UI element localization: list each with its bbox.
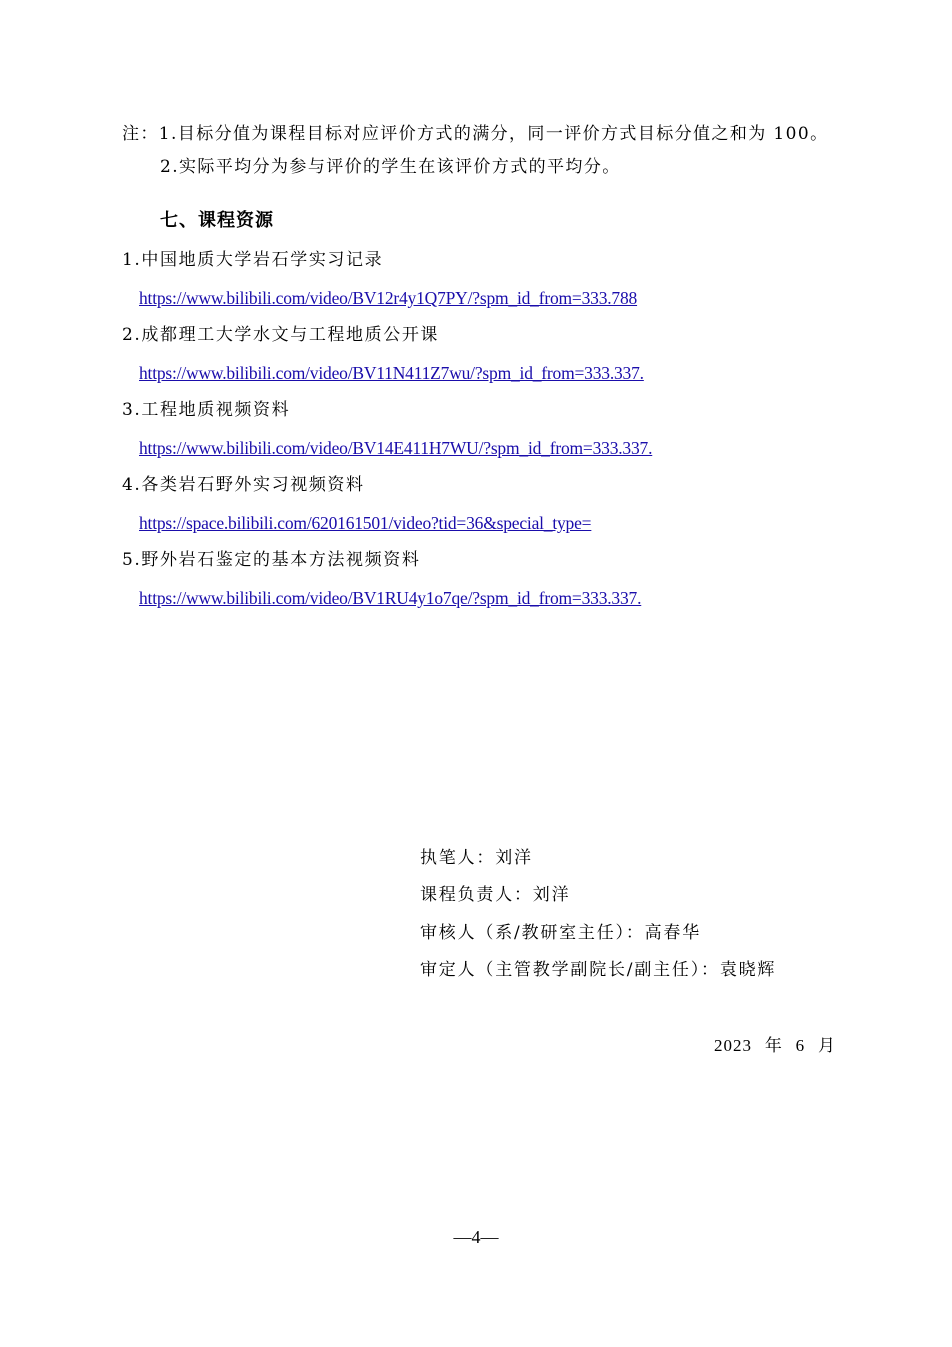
document-date [714, 1035, 836, 1057]
signature-author: 执笔人：刘洋 [420, 848, 533, 868]
resource-link-1[interactable]: https://www.bilibili.com/video/BV12r4y1Q7PY/?spm_id_from=333.788 [139, 288, 638, 308]
signature-course-lead: 课程负责人：刘洋 [420, 885, 571, 905]
signature-reviewer: 审核人（系/教研室主任）：高春华 [420, 923, 702, 943]
date-year-unit: 年 [764, 1036, 783, 1056]
resource-title-2: 2.成都理工大学水文与工程地质公开课 [122, 325, 440, 345]
note-2: 2.实际平均分为参与评价的学生在该评价方式的平均分。 [160, 157, 621, 177]
date-month-unit: 月 [817, 1036, 836, 1056]
section-heading: 七、课程资源 [160, 210, 274, 231]
resource-link-3[interactable]: https://www.bilibili.com/video/BV14E411H7WU/?spm_id_from=333.337. [139, 438, 653, 458]
resource-link-5[interactable]: https://www.bilibili.com/video/BV1RU4y1o7qe/?spm_id_from=333.337. [139, 588, 642, 608]
resource-title-4: 4.各类岩石野外实习视频资料 [122, 475, 365, 495]
resource-title-5: 5.野外岩石鉴定的基本方法视频资料 [122, 550, 421, 570]
date-year: 2023 [714, 1036, 752, 1055]
resource-title-1: 1.中国地质大学岩石学实习记录 [122, 250, 384, 270]
note-1: 注：1.目标分值为课程目标对应评价方式的满分，同一评价方式目标分值之和为 100。 [122, 124, 829, 144]
resource-title-3: 3.工程地质视频资料 [122, 400, 291, 420]
resource-link-2[interactable]: https://www.bilibili.com/video/BV11N411Z7wu/?spm_id_from=333.337. [139, 363, 644, 383]
date-month: 6 [795, 1036, 806, 1055]
signature-approver: 审定人（主管教学副院长/副主任）：袁晓辉 [420, 960, 777, 980]
page-number: —4— [453, 1227, 499, 1247]
resource-link-4[interactable]: https://space.bilibili.com/620161501/video?tid=36&special_type= [139, 513, 592, 533]
